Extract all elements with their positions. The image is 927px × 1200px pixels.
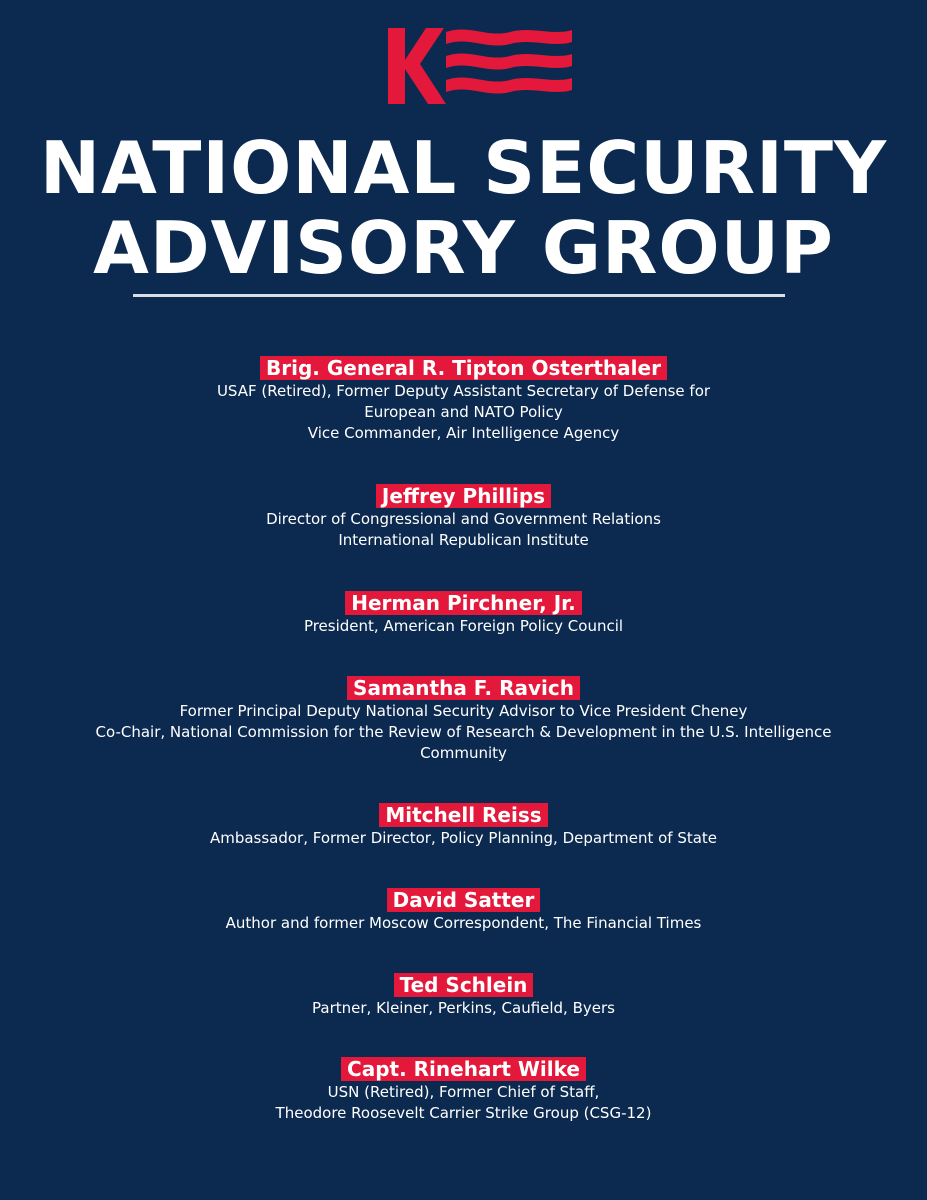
member-detail: European and NATO Policy <box>364 403 563 421</box>
member-detail: President, American Foreign Policy Council <box>303 617 624 635</box>
member-detail: Former Principal Deputy National Security Advisor to Vice President Cheney <box>179 702 748 720</box>
member-detail: Author and former Moscow Correspondent, The Financial Times <box>225 914 702 932</box>
member-name: Samantha F. Ravich <box>347 676 580 700</box>
page-title-line-1: NATIONAL SECURITY <box>39 126 888 210</box>
member-detail: Ambassador, Former Director, Policy Planning, Department of State <box>209 829 718 847</box>
member-detail: Co-Chair, National Commission for the Review of Research & Development in the U.S. Intelligence <box>95 723 832 741</box>
member-entry <box>0 484 927 551</box>
member-entry <box>0 1057 927 1124</box>
page-title <box>0 128 927 288</box>
member-name: Ted Schlein <box>394 973 534 997</box>
member-detail: Community <box>420 744 507 762</box>
member-entry <box>0 973 927 1019</box>
title-divider <box>133 294 785 297</box>
member-entry <box>0 591 927 637</box>
member-name: Herman Pirchner, Jr. <box>345 591 582 615</box>
member-entry <box>0 888 927 934</box>
member-detail: Director of Congressional and Government Relations <box>266 510 661 528</box>
member-detail: USAF (Retired), Former Deputy Assistant Secretary of Defense for <box>216 382 711 400</box>
member-detail: USN (Retired), Former Chief of Staff, <box>327 1083 600 1101</box>
member-name: Jeffrey Phillips <box>376 484 551 508</box>
page-title-line-2: ADVISORY GROUP <box>93 206 834 290</box>
member-detail: Vice Commander, Air Intelligence Agency <box>307 424 620 442</box>
member-name: David Satter <box>387 888 541 912</box>
member-name: Capt. Rinehart Wilke <box>341 1057 586 1081</box>
k-stripes-logo-icon <box>388 24 574 106</box>
member-entry <box>0 356 927 444</box>
member-name: Mitchell Reiss <box>379 803 547 827</box>
member-entry <box>0 676 927 764</box>
member-entry <box>0 803 927 849</box>
member-detail: Theodore Roosevelt Carrier Strike Group (CSG-12) <box>275 1104 652 1122</box>
member-name: Brig. General R. Tipton Osterthaler <box>260 356 667 380</box>
member-detail: International Republican Institute <box>338 531 589 549</box>
member-detail: Partner, Kleiner, Perkins, Caufield, Byers <box>312 999 615 1017</box>
